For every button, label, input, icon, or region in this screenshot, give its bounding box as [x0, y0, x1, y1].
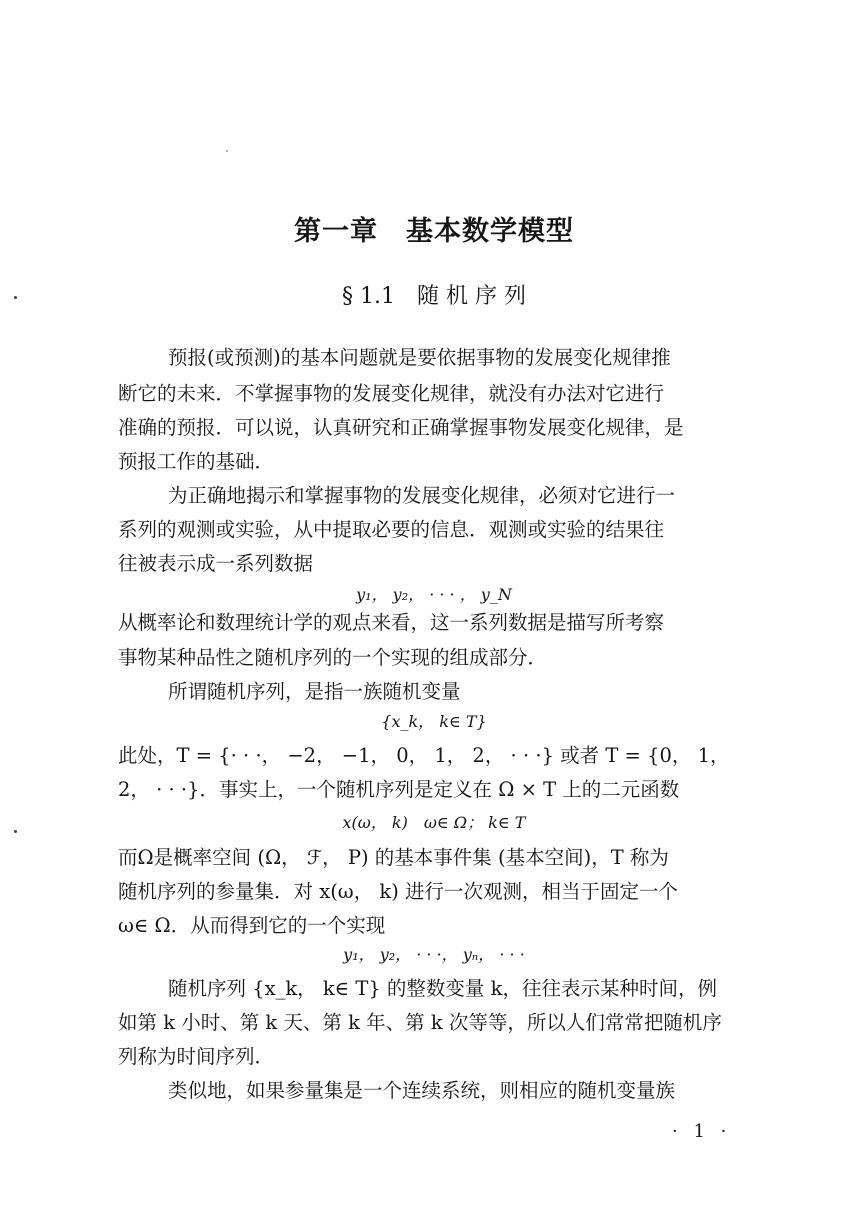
text-line: 往被表示成一系列数据: [118, 552, 314, 575]
text-line: 而Ω是概率空间 (Ω， ℱ， P) 的基本事件集 (基本空间)，T 称为: [118, 846, 669, 869]
text-line: 准确的预报．可以说，认真研究和正确掌握事物发展变化规律，是: [118, 416, 684, 439]
formula: y₁， y₂， · · ·， yₙ， · · ·: [343, 945, 525, 964]
text-line: 断它的未来．不掌握事物的发展变化规律，就没有办法对它进行: [118, 382, 665, 405]
text-line: 事物某种品性之随机序列的一个实现的组成部分．: [118, 646, 548, 669]
text-line: 列称为时间序列．: [118, 1045, 275, 1068]
text-line: 所谓随机序列，是指一族随机变量: [168, 680, 461, 703]
text-line: 此处，T = {· · ·， −2， −1， 0， 1， 2， · · ·} 或者 T = {0， 1，: [118, 744, 730, 767]
formula: {x_k， k∈ T}: [381, 712, 487, 731]
text-line: 预报工作的基础．: [118, 450, 275, 473]
section-title: § 1.1 随 机 序 列: [342, 284, 526, 309]
text-line: ω∈ Ω．从而得到它的一个实现: [118, 914, 386, 937]
text-line: 为正确地揭示和掌握事物的发展变化规律，必须对它进行一: [168, 484, 676, 507]
text-line: 随机序列的参量集．对 x(ω， k) 进行一次观测，相当于固定一个: [118, 880, 679, 903]
scan-speck: [226, 150, 228, 152]
text-line: 2， · · ·}．事实上，一个随机序列是定义在 Ω × T 上的二元函数: [118, 778, 680, 801]
text-line: 类似地，如果参量集是一个连续系统，则相应的随机变量族: [168, 1079, 676, 1102]
scan-speck: [14, 830, 17, 833]
text-line: 随机序列 {x_k， k∈ T} 的整数变量 k，往往表示某种时间，例: [168, 977, 717, 1000]
text-line: 预报(或预测)的基本问题就是要依据事物的发展变化规律推: [168, 346, 671, 369]
text-line: 从概率论和数理统计学的观点来看，这一系列数据是描写所考察: [118, 611, 665, 634]
formula: y₁， y₂， · · · ， y_N: [356, 585, 512, 604]
text-line: 如第 k 小时、第 k 天、第 k 年、第 k 次等等，所以人们常常把随机序: [118, 1011, 722, 1034]
chapter-title: 第一章 基本数学模型: [294, 216, 574, 247]
text-line: 系列的观测或实验，从中提取必要的信息．观测或实验的结果往: [118, 518, 665, 541]
page-number: · 1 ·: [672, 1121, 732, 1142]
scan-speck: [14, 296, 17, 299]
formula: x(ω， k) ω∈ Ω； k∈ T: [342, 813, 526, 832]
